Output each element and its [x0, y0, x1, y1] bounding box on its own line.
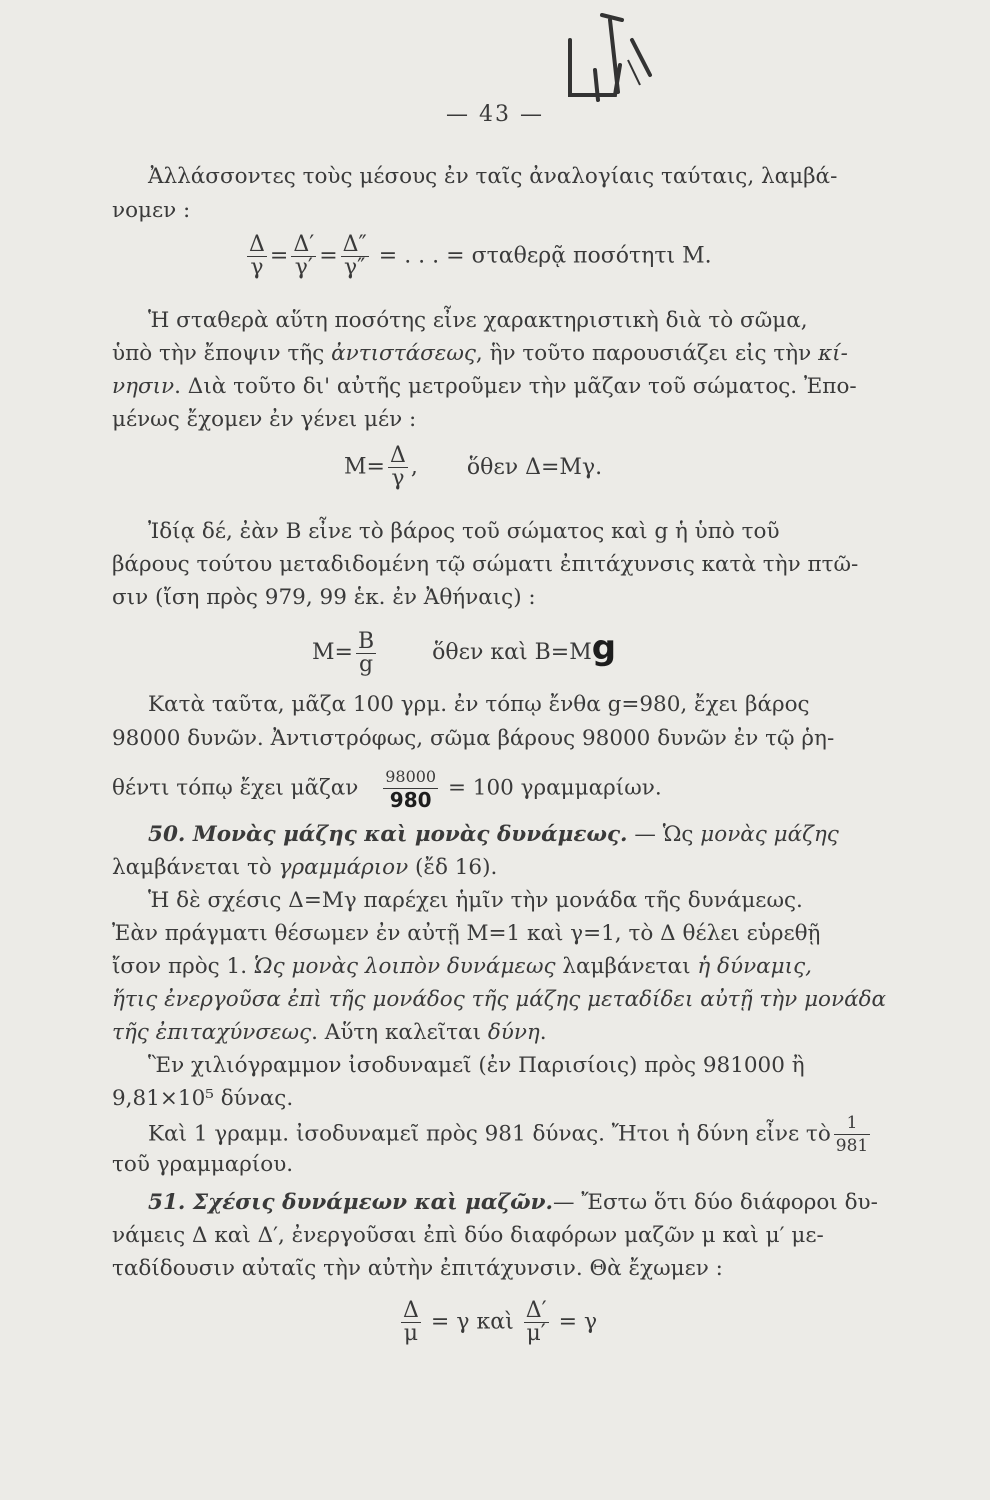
text-line: νάμεις Δ καὶ Δ′, ἐνεργοῦσαι ἐπὶ δύο διαφόρων μαζῶν μ καὶ μ′ με-	[112, 1223, 824, 1248]
text-line: Καὶ 1 γραμμ. ἰσοδυναμεῖ πρὸς 981 δύνας. Ἤτοι ἡ δύνη εἶνε τὸ $\frac{1}{981}$	[148, 1113, 869, 1156]
text-line: Ἡ δὲ σχέσις Δ=Μγ παρέχει ἡμῖν τὴν μονάδα τῆς δυνάμεως.	[148, 888, 803, 913]
text-line: ὑπὸ τὴν ἔποψιν τῆς ἀντιστάσεως, ἣν τοῦτο παρουσιάζει εἰς τὴν κί-	[112, 341, 848, 366]
handwritten-scribble	[540, 0, 690, 115]
section-50-heading: 50. Μονὰς μάζης καὶ μονὰς δυνάμεως. — Ὡς μονὰς μάζης	[148, 822, 839, 847]
text-line: τοῦ γραμμαρίου.	[112, 1152, 294, 1177]
text-line: Ἓν χιλιόγραμμον ἰσοδυναμεῖ (ἐν Παρισίοις) πρὸς 981000 ἢ	[148, 1053, 805, 1078]
equation-ratios: $\frac{\Delta}{\gamma}$ = $\frac{\Delta'}{\gamma'}$ = $\frac{\Delta''}{\gamma''}$ = . . . = σταθερᾷ ποσότητι Μ.	[249, 232, 712, 280]
text-line: νησιν. Διὰ τοῦτο δι' αὐτῆς μετροῦμεν τὴν μᾶζαν τοῦ σώματος. Ἐπο-	[112, 374, 857, 399]
text-line: ἴσον πρὸς 1. Ὡς μονὰς λοιπὸν δυνάμεως λαμβάνεται ἡ δύναμις,	[112, 954, 812, 979]
section-51-heading: 51. Σχέσις δυνάμεων καὶ μαζῶν.— Ἔστω ὅτι δύο διάφοροι δυ-	[148, 1190, 878, 1215]
text-line: Ἀλλάσσοντες τοὺς μέσους ἐν ταῖς ἀναλογίαις ταύταις, λαμβά-	[148, 164, 838, 189]
text-line: νομεν :	[112, 198, 191, 223]
text-line: θέντι τόπῳ ἔχει μᾶζαν $\frac{98000}{980}$ = 100 γραμμαρίων.	[112, 767, 662, 812]
text-line: ἥτις ἐνεργοῦσα ἐπὶ τῆς μονάδος τῆς μάζης μεταδίδει αὐτῇ τὴν μονάδα	[112, 987, 887, 1012]
text-line: ταδίδουσιν αὐταῖς τὴν αὐτὴν ἐπιτάχυνσιν. Θὰ ἔχωμεν :	[112, 1256, 723, 1281]
text-line: μένως ἔχομεν ἐν γένει μέν :	[112, 407, 417, 432]
equation-forces: $\frac{\Delta}{\mu}$ = γ καὶ $\frac{\Delta'}{\mu'}$ = γ	[403, 1298, 598, 1346]
text-line: Ἡ σταθερὰ αὕτη ποσότης εἶνε χαρακτηριστικὴ διὰ τὸ σῶμα,	[148, 308, 808, 333]
handwritten-g: g	[591, 628, 617, 668]
text-line: 9,81×10⁵ δύνας.	[112, 1086, 294, 1111]
text-line: Ἰδίᾳ δέ, ἐὰν Β εἶνε τὸ βάρος τοῦ σώματος καὶ g ἡ ὑπὸ τοῦ	[148, 519, 780, 544]
text-line: βάρους τούτου μεταδιδομένη τῷ σώματι ἐπιτάχυνσις κατὰ τὴν πτῶ-	[112, 552, 859, 577]
text-line: 98000 δυνῶν. Ἀντιστρόφως, σῶμα βάρους 98000 δυνῶν ἐν τῷ ῥη-	[112, 726, 835, 751]
text-line: σιν (ἴση πρὸς 979, 99 ἑκ. ἐν Ἀθήναις) :	[112, 585, 536, 610]
text-line: λαμβάνεται τὸ γραμμάριον (ἔδ 16).	[112, 855, 498, 880]
equation-weight: Μ= $\frac{B}{g}$ ὅθεν καὶ Β=Μg	[312, 628, 617, 677]
text-line: τῆς ἐπιταχύνσεως. Αὕτη καλεῖται δύνη.	[112, 1020, 547, 1045]
equation-mass: Μ= $\frac{\Delta}{\gamma}$ , ὅθεν Δ=Μγ.	[344, 443, 603, 491]
page-number: — 43 —	[446, 102, 544, 127]
text-line: Ἐὰν πράγματι θέσωμεν ἐν αὐτῇ Μ=1 καὶ γ=1, τὸ Δ θέλει εὑρεθῇ	[112, 921, 821, 946]
text-line: Κατὰ ταῦτα, μᾶζα 100 γρμ. ἐν τόπῳ ἔνθα g=980, ἔχει βάρος	[148, 692, 810, 717]
